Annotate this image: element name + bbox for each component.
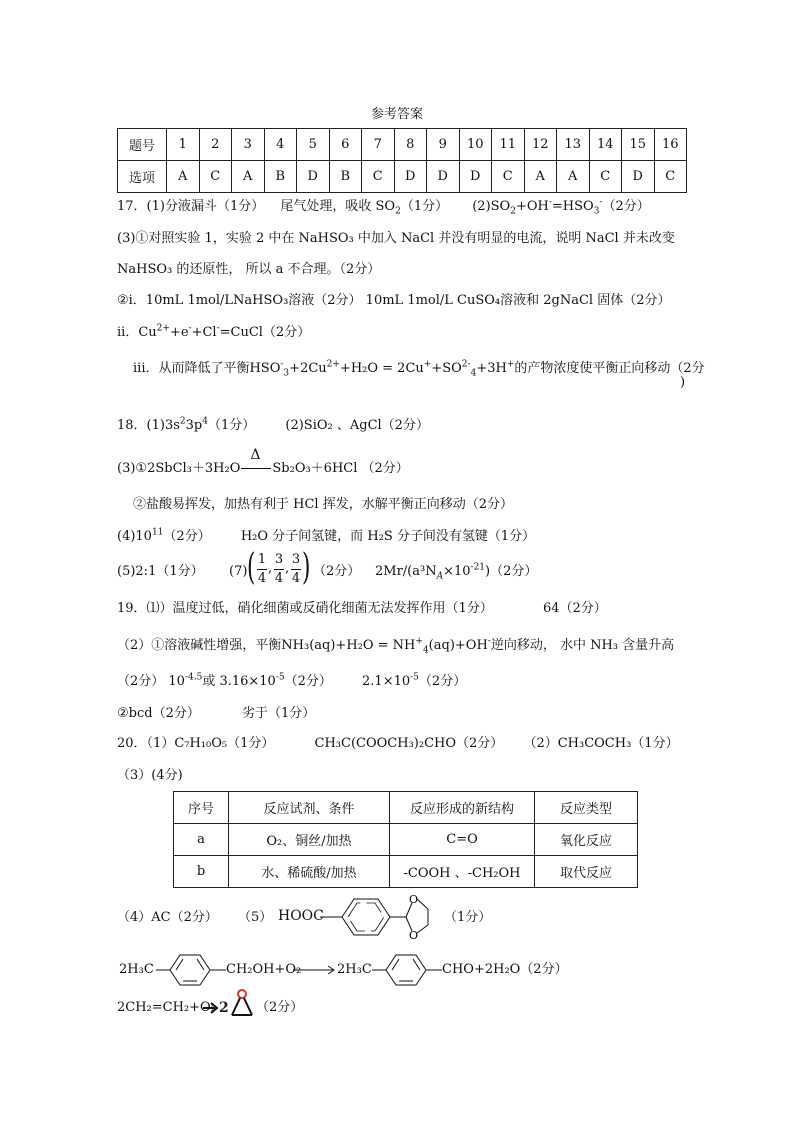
answer-choice-cell: D — [297, 161, 330, 193]
q18-sio2: (2)SiO₂ 、AgCl（2分） — [285, 418, 429, 433]
q18-line3: ②盐酸易挥发，加热有利于 HCl 挥发，水解平衡正向移动（2分） — [133, 497, 513, 512]
answer-number-cell: 11 — [492, 129, 525, 161]
q17-score-1: （1分） — [400, 199, 449, 214]
q18-3s: 18．(1)3s — [117, 418, 180, 433]
q20-hooc: HOOC — [278, 908, 324, 924]
answer-choice-cell: A — [557, 161, 590, 193]
q18-frac2-den: 4 — [274, 571, 284, 586]
q17-eq-so2: (2)SO — [472, 199, 511, 214]
q18-score-7: （2分） — [313, 564, 361, 579]
answer-choice-cell: A — [524, 161, 557, 193]
answer-table-choice-row — [118, 161, 687, 193]
q18-sb2o3: Sb₂O₃＋6HCl （2分） — [272, 461, 409, 476]
answer-choice-cell: C — [199, 161, 232, 193]
answer-number-cell: 7 — [362, 129, 395, 161]
answer-table-number-row — [118, 129, 687, 161]
q18-delta: Δ — [250, 447, 261, 463]
q18-ratio: (5)2:1（1分） — [117, 564, 204, 579]
reaction-table — [173, 791, 638, 888]
rx-header-structure: 反应形成的新结构 — [390, 792, 535, 824]
q18-na-sub: A — [436, 571, 444, 582]
rx-b-structure: -COOH 、-CH₂OH — [390, 856, 535, 888]
q18-frac1-num: 1 — [257, 552, 267, 567]
answer-choice-cell: A — [167, 161, 200, 193]
q18-line1: 18．$(1)3s^23p^4(1$分） (2)SiO₂ 、AgCl（2分） — [117, 416, 429, 433]
answer-choice-cell: C — [589, 161, 622, 193]
q18-frac1-den: 4 — [257, 571, 267, 586]
q17-line4: ②i．10mL 1mol/LNaHSO₃溶液（2分） 10mL 1mol/L CuSO₄溶液和 2gNaCl 固体（2分） — [117, 293, 671, 308]
q18-frac1-bar — [257, 569, 267, 570]
q18-frac3-bar — [291, 569, 301, 570]
q20-line1 — [117, 736, 679, 752]
q17-cl: +Cl — [191, 325, 217, 340]
q17-score-2: （2分） — [602, 199, 650, 214]
q17-line1: 17．(1)分液漏斗（1分） 尾气处理，吸收 $SO_2(1$分） $(2)SO_2+OH^-=HSO_3^-(2$分） — [117, 197, 650, 217]
eq2-coef: 2 — [219, 1000, 229, 1016]
answer-choice-cell: C — [362, 161, 395, 193]
q18-score-1: （1分） — [207, 418, 256, 433]
answer-table — [117, 128, 687, 193]
answer-number-cell: 10 — [459, 129, 492, 161]
q18-frac2-num: 3 — [274, 552, 284, 567]
answer-number-cell: 1 — [167, 129, 200, 161]
q19-line4 — [117, 706, 315, 722]
eq1-h3c-right: 2H₃C — [337, 962, 372, 977]
q18-score-4: （2分） — [163, 529, 211, 544]
svg-text:O: O — [409, 893, 419, 906]
q18-sbcl3: (3)①2SbCl₃＋3H₂O — [117, 461, 241, 476]
q19-64: 64（2分） — [542, 601, 607, 616]
q18-frac2-bar — [274, 569, 284, 570]
eq1-h3c-left: 2H₃C — [119, 962, 154, 977]
q19-score-3b: （2分） — [418, 674, 467, 689]
q19-oh: +OH — [454, 638, 488, 653]
q17-line6: iii．从而降低了平衡$HSO^-_3+2Cu^{2+}+H_2O = 2Cu^++SO^{2-}_4+3H^+$的产物浓度使平衡正向移动（2分 — [133, 359, 705, 379]
rx-header-type: 反应类型 — [535, 792, 638, 824]
q18-line4: $(4)10^{11}(2$分） H₂O 分子间氢键，而 H₂S 分子间没有氢键（1分） — [117, 527, 536, 544]
eq1-ch2oh: CH₂OH+O₂ — [226, 962, 302, 977]
rx-header-no: 序号 — [174, 792, 229, 824]
q18-line5 — [117, 564, 204, 580]
q18-equal-bar — [241, 468, 271, 469]
eq2-score: （2分） — [256, 1000, 304, 1015]
q18-coord-label: (7) — [229, 564, 248, 579]
reaction-table-header — [174, 792, 638, 824]
q18-3p: 3p — [185, 418, 203, 433]
eq1-benzene-right — [372, 952, 442, 988]
q17-shift: 的产物浓度使平衡正向移动（2分 — [514, 361, 705, 376]
eq1-benzene-left — [156, 952, 226, 988]
reaction-table-row — [174, 856, 638, 888]
answer-choice-cell: D — [459, 161, 492, 193]
rx-header-reagent: 反应试剂、条件 — [229, 792, 390, 824]
answer-table-row1-label: 题号 — [118, 129, 167, 161]
q19-aq2: (aq) — [428, 638, 455, 653]
answer-number-cell: 3 — [232, 129, 265, 161]
q17-line3: NaHSO₃ 的还原性， 所以 a 不合理。（2分） — [117, 262, 381, 277]
q19-line3: （2分） $10^{-4.5}$或 $3.16\times 10^{-5}(2$分） $2.1\times 10^{-5}(2$分） — [117, 672, 467, 689]
q18-score-density: )（2分） — [485, 564, 538, 579]
q19-316: 或 3.16×10 — [202, 674, 276, 689]
answer-choice-cell: B — [329, 161, 362, 193]
answer-number-cell: 9 — [427, 129, 460, 161]
answer-choice-cell: A — [232, 161, 265, 193]
answer-number-cell: 16 — [654, 129, 687, 161]
q18-line2 — [117, 447, 409, 477]
answer-number-cell: 14 — [589, 129, 622, 161]
q17-part1: 17．(1)分液漏斗（1分） — [117, 199, 265, 214]
q19-h2o: +H₂O = NH — [335, 638, 416, 653]
q18-frac3-den: 4 — [291, 571, 301, 586]
reaction-table-row — [174, 824, 638, 856]
answer-number-cell: 15 — [622, 129, 655, 161]
q20-structure: CH₃C(COOCH₃)₂CHO（2分） — [314, 736, 504, 751]
eq1-cho: CHO+2H₂O（2分） — [442, 962, 568, 977]
acetal-structure — [320, 893, 440, 943]
answer-choice-cell: C — [492, 161, 525, 193]
q17-3h: +3H — [476, 361, 507, 376]
q20-part5: （5） — [238, 910, 273, 925]
q19-nh3: （2）①溶液碱性增强，平衡NH₃ — [117, 638, 310, 653]
eq2-ethylene: 2CH₂=CH₂+O₂ — [117, 1000, 216, 1015]
rx-a-type: 氧化反应 — [535, 824, 638, 856]
answer-choice-cell: D — [394, 161, 427, 193]
rx-b-no: b — [174, 856, 229, 888]
q20-formula: 20．（1）C₇H₁₀O₅（1分） — [117, 736, 275, 751]
eq2-arrow — [203, 1000, 219, 1016]
q18-frac3-num: 3 — [291, 552, 301, 567]
epoxide-icon — [229, 988, 255, 1018]
q18-density: $2Mr/(a^3N_A\times 10^{-21})(2$分） — [375, 562, 538, 582]
rx-a-reagent: O₂、铜丝/加热 — [229, 824, 390, 856]
q20-ac: （4）AC（2分） — [117, 910, 218, 925]
answer-choice-cell: D — [622, 161, 655, 193]
q19-21: 2.1×10 — [362, 674, 411, 689]
q20-acetone: （2）CH₃COCH₃（1分） — [523, 736, 679, 751]
q20-score-5: （1分） — [444, 910, 492, 925]
answer-choice-cell: B — [264, 161, 297, 193]
page-title: 参考答案 — [370, 107, 423, 122]
q19-aq1: (aq) — [309, 638, 336, 653]
q17-cu: ii．Cu — [117, 325, 157, 340]
q19-inferior: 劣于（1分） — [242, 706, 316, 721]
q18-10: (4)10 — [117, 529, 152, 544]
q18-comma-1: , — [268, 561, 273, 576]
q20-line4 — [117, 910, 272, 926]
answer-choice-cell: D — [427, 161, 460, 193]
q18-left-paren: ( — [247, 547, 256, 588]
q17-tail-gas: 尾气处理，吸收 SO — [280, 199, 396, 214]
answer-choice-cell: C — [654, 161, 687, 193]
q17-2cu: +2Cu — [289, 361, 327, 376]
q17-hso3: iii．从而降低了平衡HSO — [133, 361, 281, 376]
rx-b-reagent: 水、稀硫酸/加热 — [229, 856, 390, 888]
q19-bcd: ②bcd（2分） — [117, 706, 200, 721]
q19-10: （2分） 10 — [117, 674, 185, 689]
q17-line5: ii．$Cu^{2+}+e^-+Cl^-=CuCl(2$分） — [117, 323, 311, 340]
q19-score-3a: （2分） — [284, 674, 332, 689]
q17-close-paren: ) — [680, 375, 686, 390]
q18-times10: ×10 — [443, 564, 471, 579]
q17-e: +e — [169, 325, 189, 340]
answer-number-cell: 8 — [394, 129, 427, 161]
rx-a-structure: C=O — [390, 824, 535, 856]
q18-hbond: H₂O 分子间氢键，而 H₂S 分子间没有氢键（1分） — [240, 529, 536, 544]
q18-mr: 2Mr/(a³N — [375, 564, 437, 579]
q17-cucl: =CuCl（2分） — [219, 325, 311, 340]
q19-temp: 19．⑴）温度过低，硝化细菌或反硝化细菌无法发挥作用（1分） — [117, 601, 493, 616]
answer-number-cell: 4 — [264, 129, 297, 161]
answer-number-cell: 13 — [557, 129, 590, 161]
answer-number-cell: 6 — [329, 129, 362, 161]
q20-line2: （3）(4分) — [117, 768, 183, 783]
rx-b-type: 取代反应 — [535, 856, 638, 888]
q17-eq-hso3: =HSO — [551, 199, 594, 214]
eq1-arrow — [293, 962, 337, 978]
answer-table-row2-label: 选项 — [118, 161, 167, 193]
answer-number-cell: 5 — [297, 129, 330, 161]
rx-a-no: a — [174, 824, 229, 856]
q17-line2: (3)①对照实验 1，实验 2 中在 NaHSO₃ 中加入 NaCl 并没有明显的电流，说明 NaCl 并未改变 — [117, 231, 675, 246]
q19-shift: 逆向移动， 水中 NH₃ 含量升高 — [490, 638, 675, 653]
q19-line1 — [117, 601, 607, 617]
answer-number-cell: 12 — [524, 129, 557, 161]
q17-so4: +SO — [431, 361, 462, 376]
answer-number-cell: 2 — [199, 129, 232, 161]
q17-h2o: +H₂O = 2Cu — [339, 361, 424, 376]
q18-comma-2: , — [285, 561, 290, 576]
q17-eq-oh: +OH — [515, 199, 549, 214]
q19-line2: （2）①溶液碱性增强，平衡$NH_3(aq)+H_2O = NH^+_4(aq)+OH^-$逆向移动， 水中 NH₃ 含量升高 — [117, 636, 675, 656]
q18-right-paren: ) — [302, 547, 311, 588]
svg-text:O: O — [409, 929, 419, 942]
